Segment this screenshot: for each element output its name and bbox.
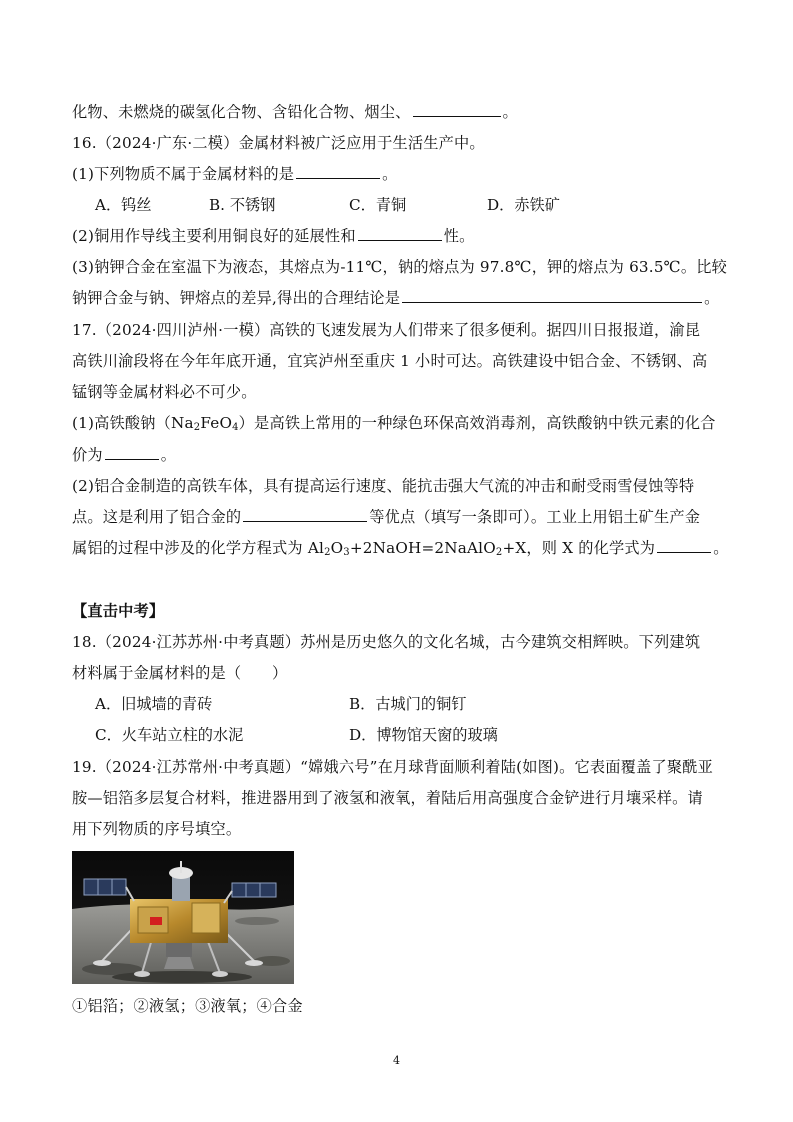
subscript: 2 [324,547,331,558]
subscript: 4 [232,422,239,433]
q17-part1-line1 [72,413,722,438]
q17-line1: 17.（2024·四川泸州·一模）高铁的飞速发展为人们带来了很多便利。据四川日报报道，渝昆 [72,321,701,339]
lunar-lander-photo [72,851,294,984]
q18-option-c: C．火车站立柱的水泥 [95,726,244,744]
q19-line1: 19.（2024·江苏常州·中考真题）“嫦娥六号”在月球背面顺利着陆(如图)。它表面覆盖了聚酰亚 [72,758,714,776]
q18-line2: 材料属于金属材料的是（ ） [72,664,288,682]
q16-part3-line1: (3)钠钾合金在室温下为液态，其熔点为-11℃，钠的熔点为 97.8℃，钾的熔点为 63.5℃。比较 [72,258,728,276]
text: (1)高铁酸钠（Na [72,414,194,432]
q16-option-b: B. 不锈钢 [209,196,276,214]
text: FeO [200,414,233,432]
text: 性。 [443,227,475,245]
answer-blank [296,164,380,179]
answer-blank [358,226,442,241]
q18-option-d: D．博物馆天窗的玻璃 [349,726,498,744]
q19-line2: 胺—铝箔多层复合材料，推进器用到了液氢和液氧，着陆后用高强度合金铲进行月壤采样。请 [72,789,703,807]
q17-part2-line3: 属铝的过程中涉及的化学方程式为 $Al_2O_3+2NaOH=2NaAlO_2+X$，则 X 的化学式为 。 [72,539,729,558]
subscript: 2 [193,422,201,433]
q17-line2: 高铁川渝段将在今年年底开通，宜宾泸州至重庆 1 小时可达。高铁建设中铝合金、不锈钢、高 [72,352,708,370]
text: 等优点（填写一条即可）。工业上用铝土矿生产金 [369,508,701,526]
q16-part2 [72,226,722,246]
text: 化物、未燃烧的碳氢化合物、含铅化合物、烟尘、 [72,103,411,121]
q19-items: ①铝箔；②液氢；③液氧；④合金 [72,997,303,1015]
text: (1)下列物质不属于金属材料的是 [72,165,295,183]
text: +2NaOH=2NaAlO [349,539,496,557]
q16-option-c: C．青铜 [349,196,407,214]
q17-part2-line2 [72,507,722,527]
answer-blank [243,507,367,522]
q19-line3: 用下列物质的序号填空。 [72,820,242,838]
answer-blank [413,102,501,117]
q17-part2-line1: (2)铝合金制造的高铁车体，具有提高运行速度、能抗击强大气流的冲击和耐受雨雪侵蚀等特 [72,477,695,495]
section-title: 【直击中考】 [72,602,165,620]
answer-blank [105,445,159,460]
subscript: 3 [343,547,350,558]
text: 价为 [72,446,103,464]
continued-line: 化物、未燃烧的碳氢化合物、含铅化合物、烟尘、 。 [72,103,518,121]
text: 属铝的过程中涉及的化学方程式为 Al [72,539,325,557]
lunar-lander-illustration [72,851,294,984]
text: (2)铜用作导线主要利用铜良好的延展性和 [72,227,356,245]
answer-blank [402,288,702,303]
q16-heading: 16.（2024·广东·二模）金属材料被广泛应用于生活生产中。 [72,134,485,152]
text: 钠钾合金与钠、钾熔点的差异,得出的合理结论是 [72,289,401,307]
q16-option-a: A．钨丝 [95,196,152,214]
q18-line1: 18.（2024·江苏苏州·中考真题）苏州是历史悠久的文化名城，古今建筑交相辉映。下列建筑 [72,633,701,651]
subscript: 2 [495,547,503,558]
q16-part3-line2: 钠钾合金与钠、钾熔点的差异,得出的合理结论是 。 [72,289,720,307]
q17-part1-line2: 价为 。 [72,446,177,464]
q18-option-a: A．旧城墙的青砖 [95,695,213,713]
q18-option-b: B．古城门的铜钉 [349,695,467,713]
text: O [330,539,344,557]
text: ）是高铁上常用的一种绿色环保高效消毒剂，高铁酸钠中铁元素的化合 [238,414,716,432]
text: +X，则 X 的化学式为 [502,539,656,557]
q17-line3: 锰钢等金属材料必不可少。 [72,383,257,401]
q16-option-d: D．赤铁矿 [487,196,560,214]
q16-part1: (1)下列物质不属于金属材料的是 。 [72,165,398,183]
page-number: 4 [393,1054,400,1067]
text: 点。这是利用了铝合金的 [72,508,242,526]
answer-blank [657,538,711,553]
